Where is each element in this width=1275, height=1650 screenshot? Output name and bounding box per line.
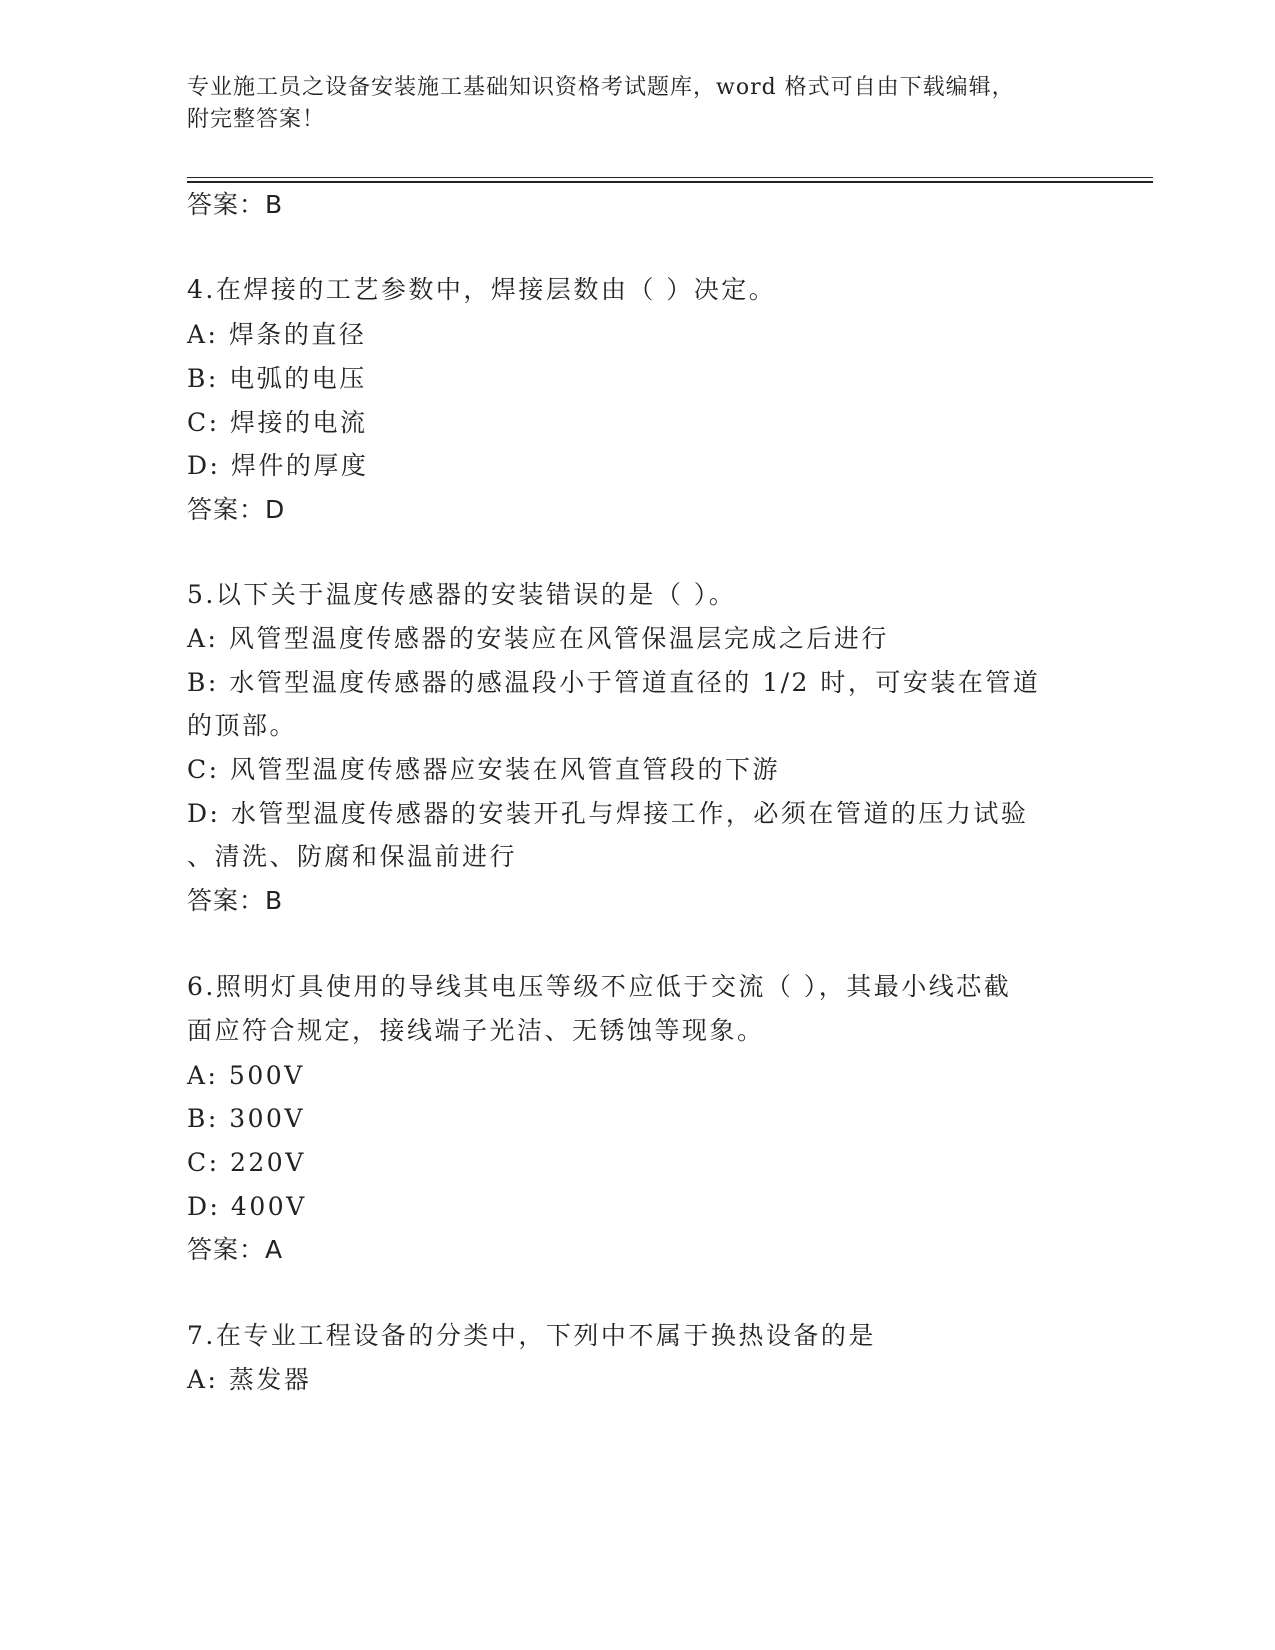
question-5-option-c: C: 风管型温度传感器应安装在风管直管段的下游 [187, 755, 780, 784]
question-4-option-d: D: 焊件的厚度 [187, 451, 369, 480]
question-5-option-d-line2: 、清洗、防腐和保温前进行 [187, 842, 518, 871]
header-divider-thick [187, 181, 1153, 183]
question-4-answer: 答案：D [187, 495, 286, 524]
question-6-stem-line1: 6.照明灯具使用的导线其电压等级不应低于交流（ ），其最小线芯截 [187, 972, 1012, 1001]
question-5-answer: 答案：B [187, 886, 284, 915]
answer-prev: 答案：B [187, 190, 284, 219]
question-4-stem: 4.在焊接的工艺参数中，焊接层数由（ ）决定。 [187, 275, 777, 304]
question-4-option-b: B: 电弧的电压 [187, 364, 367, 393]
question-4-option-a: A: 焊条的直径 [187, 320, 367, 349]
question-6-option-a: A: 500V [187, 1061, 305, 1090]
question-6-answer: 答案：A [187, 1235, 284, 1264]
header-divider-thin [187, 177, 1153, 178]
question-5-stem: 5.以下关于温度传感器的安装错误的是（ ）。 [187, 580, 737, 609]
question-5-option-b-line1: B: 水管型温度传感器的感温段小于管道直径的 1/2 时，可安装在管道 [187, 668, 1041, 697]
question-7-option-a: A: 蒸发器 [187, 1365, 312, 1394]
question-5-option-b-line2: 的顶部。 [187, 711, 298, 740]
question-5-option-d-line1: D: 水管型温度传感器的安装开孔与焊接工作，必须在管道的压力试验 [187, 799, 1029, 828]
question-7-stem: 7.在专业工程设备的分类中，下列中不属于换热设备的是 [187, 1321, 876, 1350]
question-6-option-d: D: 400V [187, 1192, 307, 1221]
question-6-option-c: C: 220V [187, 1148, 306, 1177]
question-6-stem-line2: 面应符合规定，接线端子光洁、无锈蚀等现象。 [187, 1016, 765, 1045]
question-6-option-b: B: 300V [187, 1104, 306, 1133]
document-header [187, 72, 1067, 136]
header-line-1: 专业施工员之设备安装施工基础知识资格考试题库，word 格式可自由下载编辑， [187, 75, 1015, 100]
question-4-option-c: C: 焊接的电流 [187, 408, 368, 437]
question-5-option-a: A: 风管型温度传感器的安装应在风管保温层完成之后进行 [187, 624, 889, 653]
header-line-2: 附完整答案！ [187, 107, 326, 132]
